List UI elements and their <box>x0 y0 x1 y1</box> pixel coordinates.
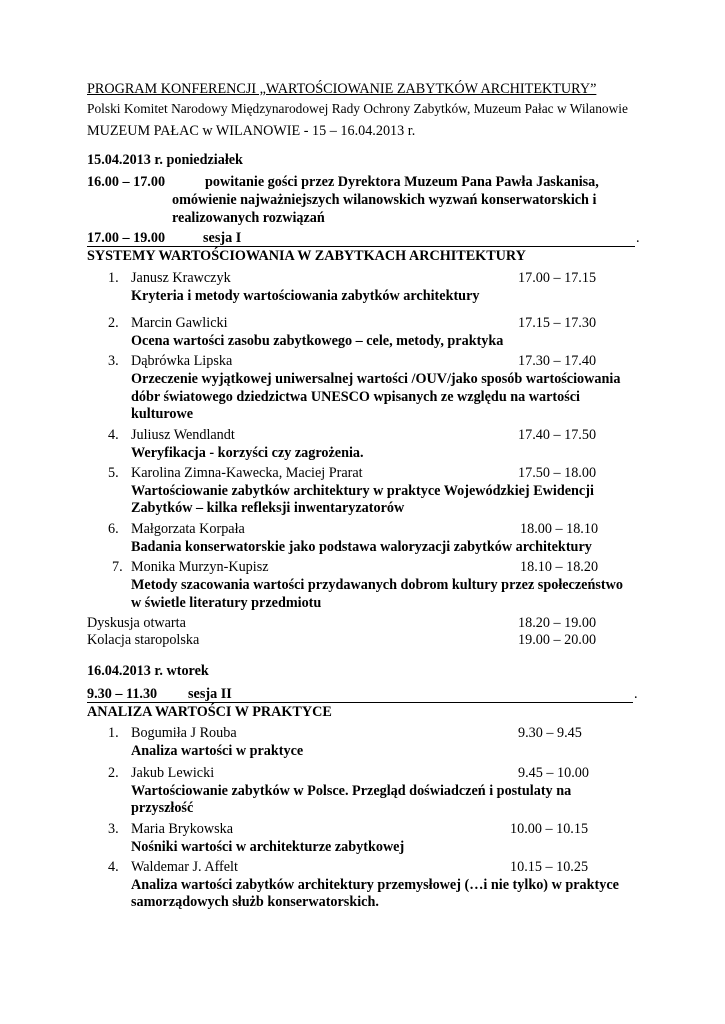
discussion-label: Dyskusja otwarta <box>87 615 186 631</box>
talk-number: 4. <box>108 427 119 443</box>
session1-underline <box>87 246 635 247</box>
talk-speaker: Juliusz Wendlandt <box>131 427 235 443</box>
talk-time: 17.40 – 17.50 <box>518 427 597 443</box>
talk-time: 17.50 – 18.00 <box>518 465 597 481</box>
talk-title: samorządowych służb konserwatorskich. <box>131 894 379 910</box>
session1-end-dot: . <box>636 230 640 246</box>
talk-time: 18.10 – 18.20 <box>520 559 599 575</box>
organizers-line: Polski Komitet Narodowy Międzynarodowej Rady Ochrony Zabytków, Muzeum Pałac w Wilanowie <box>87 101 628 116</box>
talk-title: Metody szacowania wartości przydawanych dobrom kultury przez społeczeństwo <box>131 577 623 593</box>
day1-date: 15.04.2013 r. poniedziałek <box>87 152 243 168</box>
dinner-time: 19.00 – 20.00 <box>518 632 597 648</box>
welcome-time: 16.00 – 17.00 <box>87 174 166 190</box>
talk-number: 2. <box>108 765 119 781</box>
talk-time: 17.30 – 17.40 <box>518 353 597 369</box>
day2-date: 16.04.2013 r. wtorek <box>87 663 209 679</box>
session1-label: sesja I <box>203 230 242 246</box>
talk-title: Kryteria i metody wartościowania zabytków architektury <box>131 288 480 304</box>
talk-title: Wartościowanie zabytków w Polsce. Przegląd doświadczeń i postulaty na <box>131 783 572 799</box>
talk-number: 6. <box>108 521 119 537</box>
talk-title: dóbr światowego dziedzictwa UNESCO wpisanych ze względu na wartości <box>131 389 580 405</box>
talk-speaker: Małgorzata Korpała <box>131 521 245 537</box>
venue-line: MUZEUM PAŁAC w WILANOWIE - 15 – 16.04.2013 r. <box>87 123 416 139</box>
session2-underline <box>87 702 633 703</box>
talk-number: 3. <box>108 821 119 837</box>
welcome-line-1: powitanie gości przez Dyrektora Muzeum Pana Pawła Jaskanisa, <box>205 174 599 190</box>
session2-title: ANALIZA WARTOŚCI W PRAKTYCE <box>87 704 332 720</box>
talk-speaker: Janusz Krawczyk <box>131 270 231 286</box>
session2-end-dot: . <box>634 686 638 702</box>
talk-number: 1. <box>108 270 119 286</box>
talk-title: Badania konserwatorskie jako podstawa waloryzacji zabytków architektury <box>131 539 592 555</box>
welcome-line-2: omówienie najważniejszych wilanowskich wyzwań konserwatorskich i <box>172 192 597 208</box>
document-title: PROGRAM KONFERENCJI „WARTOŚCIOWANIE ZABYTKÓW ARCHITEKTURY” <box>87 81 597 97</box>
talk-speaker: Jakub Lewicki <box>131 765 215 781</box>
session1-title: SYSTEMY WARTOŚCIOWANIA W ZABYTKACH ARCHITEKTURY <box>87 248 526 264</box>
discussion-time: 18.20 – 19.00 <box>518 615 597 631</box>
talk-speaker: Karolina Zimna-Kawecka, Maciej Prarat <box>131 465 363 481</box>
talk-title: kulturowe <box>131 406 194 422</box>
talk-title: Ocena wartości zasobu zabytkowego – cele, metody, praktyka <box>131 333 504 349</box>
talk-time: 10.00 – 10.15 <box>510 821 589 837</box>
talk-speaker: Bogumiła J Rouba <box>131 725 237 741</box>
session2-time: 9.30 – 11.30 <box>87 686 158 702</box>
talk-title: Analiza wartości w praktyce <box>131 743 304 759</box>
talk-speaker: Waldemar J. Affelt <box>131 859 238 875</box>
talk-title: w świetle literatury przedmiotu <box>131 595 322 611</box>
talk-title: Wartościowanie zabytków architektury w praktyce Wojewódzkiej Ewidencji <box>131 483 594 499</box>
talk-number: 2. <box>108 315 119 331</box>
talk-title: Orzeczenie wyjątkowej uniwersalnej wartości /OUV/jako sposób wartościowania <box>131 371 621 387</box>
talk-speaker: Marcin Gawlicki <box>131 315 228 331</box>
talk-time: 17.15 – 17.30 <box>518 315 597 331</box>
talk-time: 9.45 – 10.00 <box>518 765 589 781</box>
talk-title: Zabytków – kilka refleksji inwentaryzatorów <box>131 500 405 516</box>
session2-label: sesja II <box>188 686 232 702</box>
session1-time: 17.00 – 19.00 <box>87 230 166 246</box>
dinner-label: Kolacja staropolska <box>87 632 200 648</box>
talk-time: 18.00 – 18.10 <box>520 521 599 537</box>
talk-title: Weryfikacja - korzyści czy zagrożenia. <box>131 445 364 461</box>
talk-time: 10.15 – 10.25 <box>510 859 589 875</box>
talk-number: 1. <box>108 725 119 741</box>
talk-speaker: Dąbrówka Lipska <box>131 353 233 369</box>
talk-number: 7. <box>112 559 123 575</box>
talk-speaker: Monika Murzyn-Kupisz <box>131 559 269 575</box>
talk-speaker: Maria Brykowska <box>131 821 234 837</box>
talk-title: Nośniki wartości w architekturze zabytkowej <box>131 839 405 855</box>
talk-time: 9.30 – 9.45 <box>518 725 582 741</box>
talk-number: 3. <box>108 353 119 369</box>
welcome-line-3: realizowanych rozwiązań <box>172 210 325 226</box>
talk-time: 17.00 – 17.15 <box>518 270 597 286</box>
talk-number: 4. <box>108 859 119 875</box>
talk-title: przyszłość <box>131 800 194 816</box>
talk-title: Analiza wartości zabytków architektury przemysłowej (…i nie tylko) w praktyce <box>131 877 619 893</box>
talk-number: 5. <box>108 465 119 481</box>
